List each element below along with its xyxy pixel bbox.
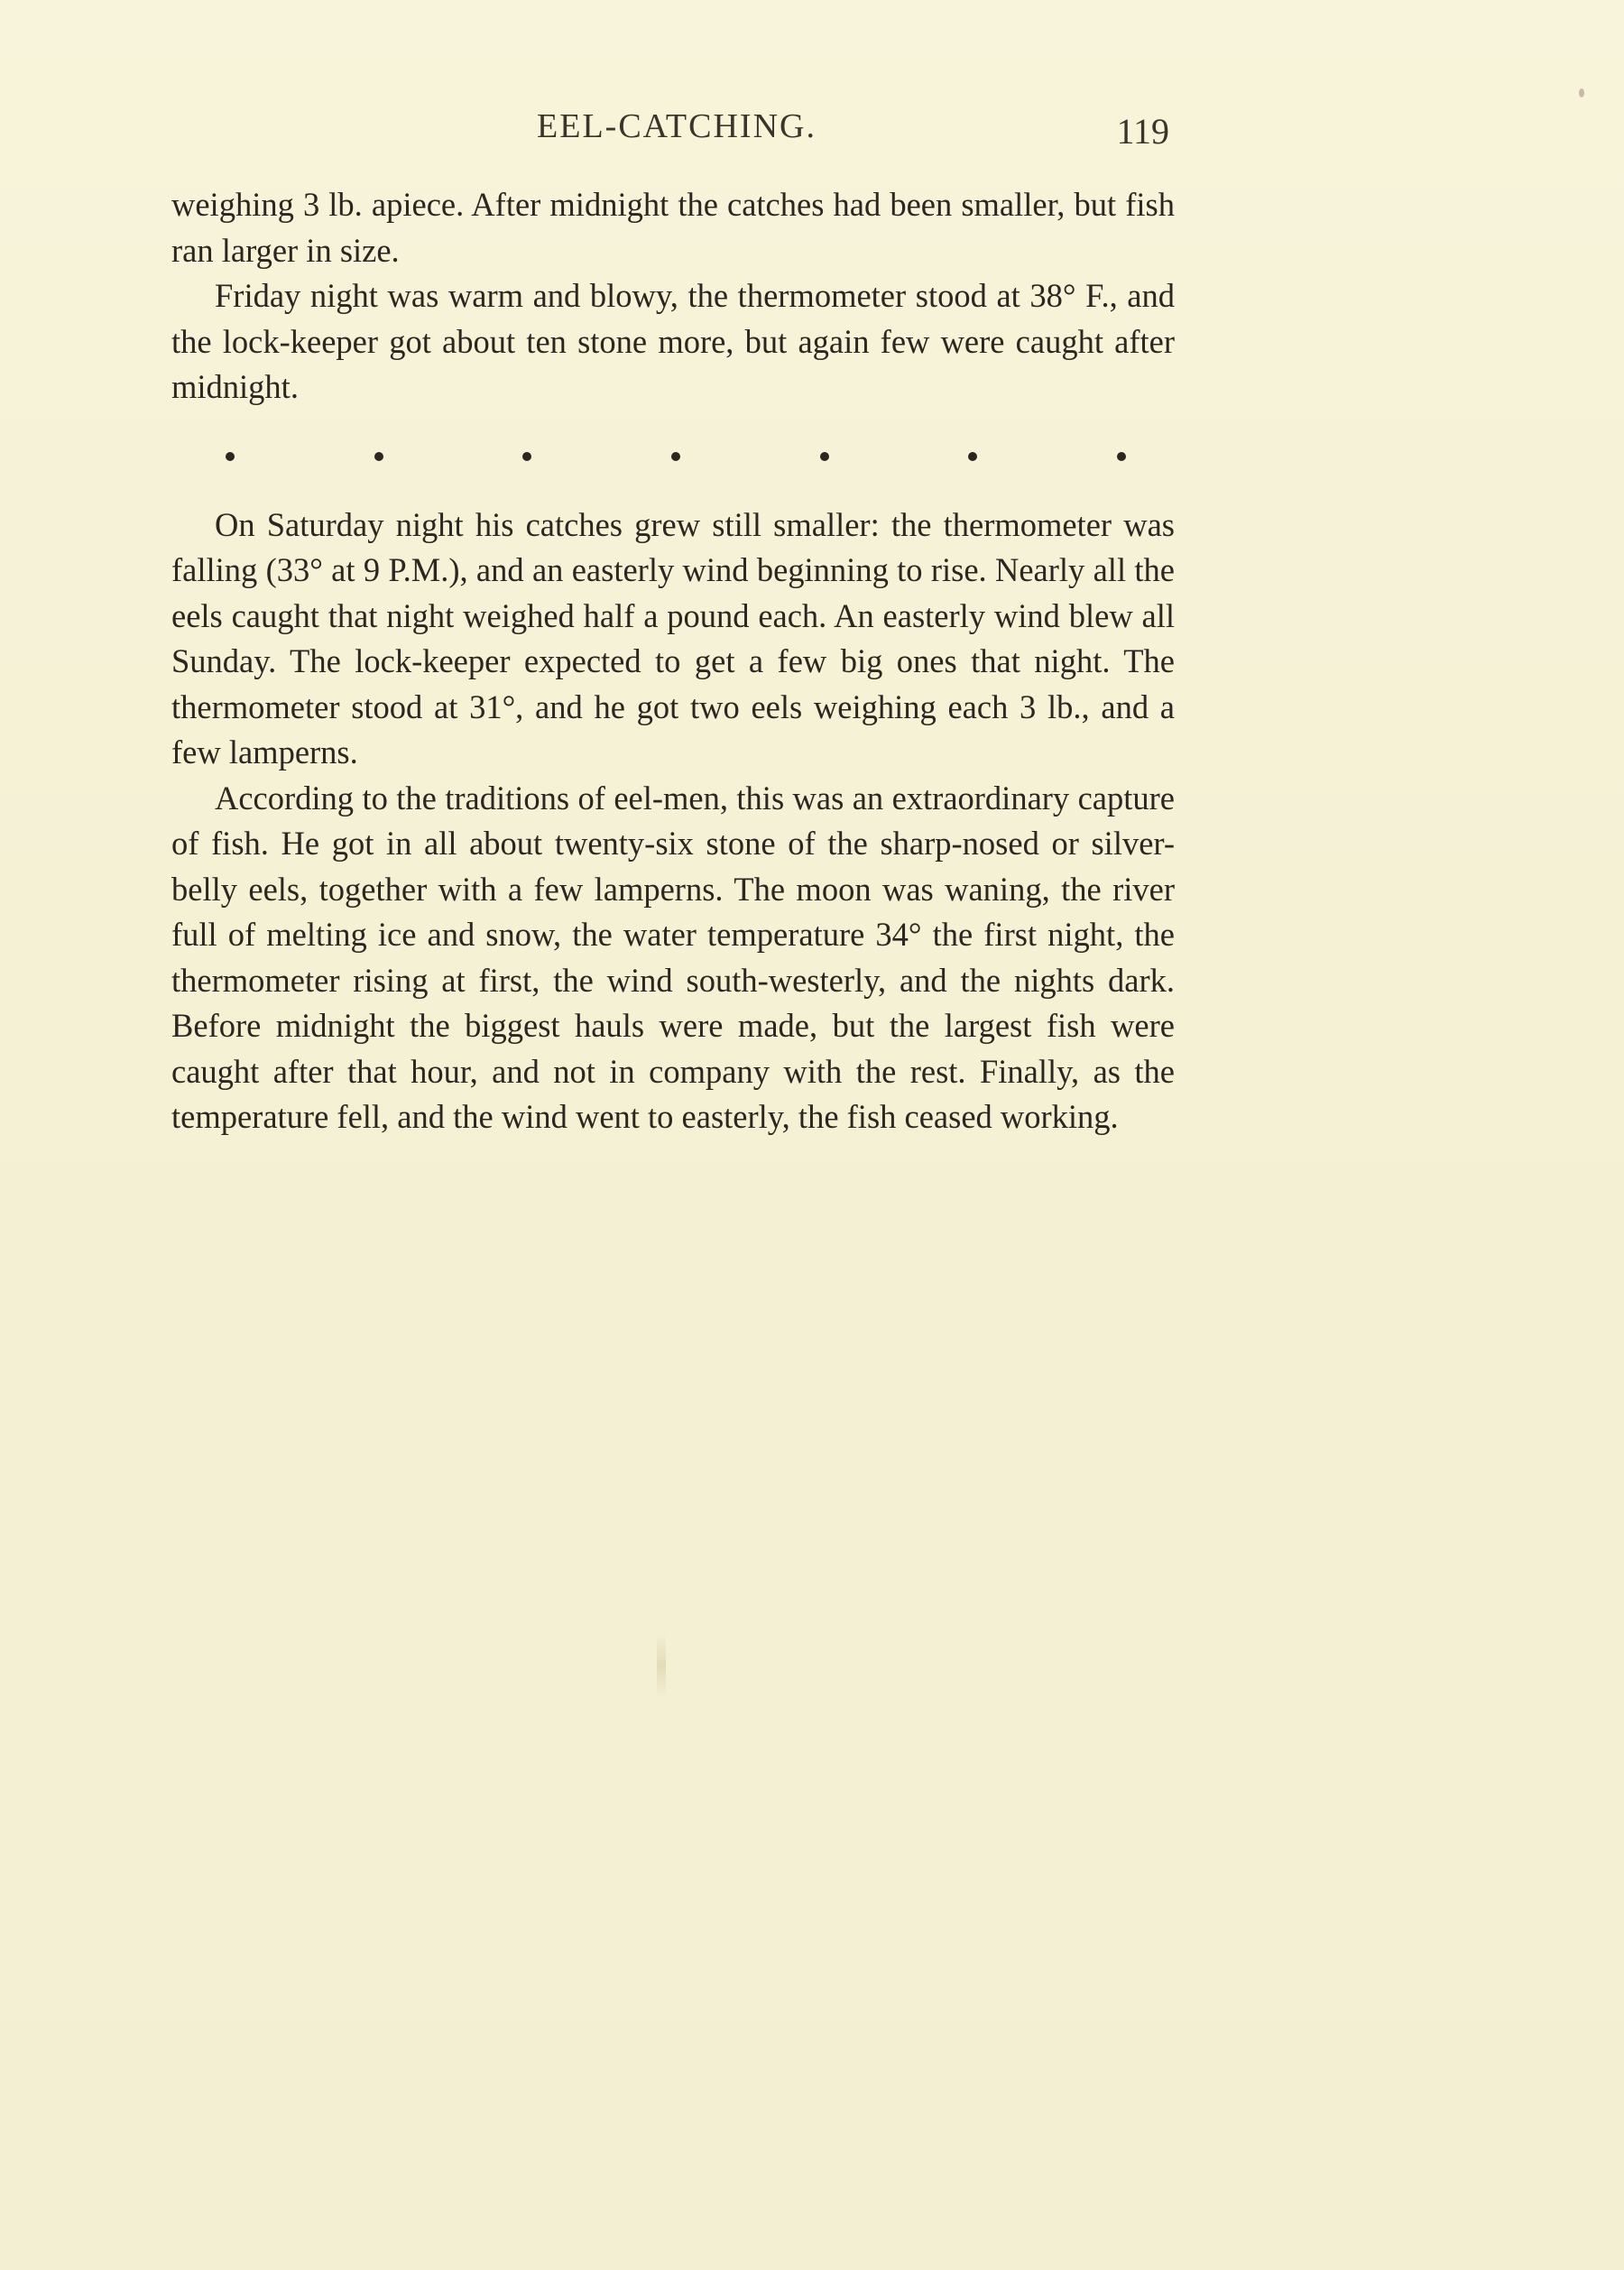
body-text	[171, 182, 1175, 1140]
paragraph-friday: Friday night was warm and blowy, the thermometer stood at 38° F., and the lock-keeper got about ten stone more, but again few were caught after midnight.	[171, 277, 1175, 405]
margin-speck	[1579, 88, 1584, 97]
paragraph-saturday: On Saturday night his catches grew still smaller: the thermometer was falling (33° at 9 P.M.), and an easterly wind beginning to rise. Nearly all the eels caught that night weighed half a pound each. An easterly wind blew all Sunday. The lock-keeper expected to get a few big ones that night. The thermometer stood at 31°, and he got two eels weighing each 3 lb., and a few lamperns.	[171, 505, 1175, 771]
dot	[226, 452, 235, 461]
dot	[522, 452, 531, 461]
running-title: EEL-CATCHING.	[537, 107, 817, 145]
paper-blemish	[657, 1633, 666, 1698]
dot	[968, 452, 977, 461]
dot	[374, 452, 383, 461]
dot	[1117, 452, 1126, 461]
dot	[820, 452, 829, 461]
page-number: 119	[1116, 111, 1169, 152]
paragraph-continuation: weighing 3 lb. apiece. After midnight the catches had been smaller, but fish ran larger in size.	[171, 186, 1175, 269]
omission-dots	[171, 411, 1175, 503]
running-head	[171, 106, 1182, 161]
dot	[671, 452, 680, 461]
paragraph-traditions: According to the traditions of eel-men, this was an extraordinary capture of fish. He got in all about twenty-six stone of the sharp-nosed or silver-belly eels, together with a few lamperns. The moon was waning, the river full of melting ice and snow, the water temperature 34° the first night, the thermometer rising at first, the wind south-westerly, and the nights dark. Before midnight the biggest hauls were made, but the largest fish were caught after that hour, and not in company with the rest. Finally, as the temperature fell, and the wind went to easterly, the fish ceased working.	[171, 779, 1175, 1135]
